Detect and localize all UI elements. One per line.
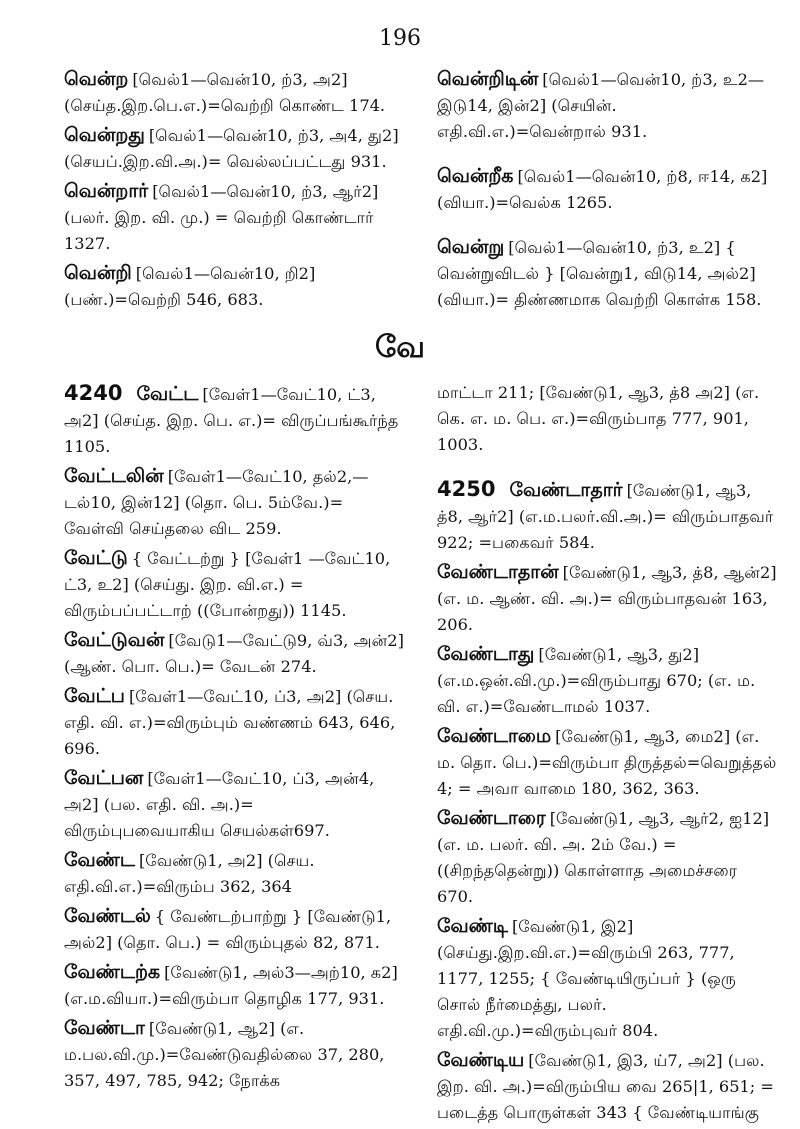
entry-headword: வேட்பன bbox=[64, 767, 144, 789]
entry-headword: வென்ற bbox=[64, 68, 129, 90]
entry-headword: வேண்டிய bbox=[437, 1049, 525, 1071]
entry-headword: வேண்ட bbox=[64, 849, 135, 871]
entry-text: [வெல்1—வென்10, ற்3, உ2] { வென்றுவிடல் } [வென்று1, விடு14, அல்2] (வியா.)= திண்ணமாக வெற்றி கொள்க 158. bbox=[437, 238, 762, 309]
dictionary-entry bbox=[64, 1015, 404, 1094]
dictionary-entry bbox=[64, 545, 404, 624]
entry-text: [வேள்1—வேட்10, ப்3, அ2] (செய. எதி. வி. எ.)=விரும்பும் வண்ணம் 643, 646, 696. bbox=[64, 687, 396, 758]
entry-text: { வேட்டற்று } [வேள்1 —வேட்10, ட்3, உ2] (செய்து. இற. வி.எ.) = விரும்பப்பட்டாற் ((போன்றது)) 1145. bbox=[64, 549, 391, 620]
entry-text: [வேண்டு1, இ3, ய்7, அ2] (பல. இற. வி. அ.)=விரும்பிய வை 265|1, 651; = படைத்த பொருள்கள் 343 { வேண்டியாங்கு bbox=[437, 1051, 774, 1122]
dictionary-entry bbox=[437, 723, 777, 802]
dictionary-entry bbox=[437, 476, 777, 556]
entry-text: [வேண்டு1, ஆ3, த்8, ஆன்2] (எ. ம. ஆண். வி. அ.)= விரும்பாதவன் 163, 206. bbox=[437, 563, 777, 634]
entry-headword: வேண்டா bbox=[64, 1017, 145, 1039]
entry-number: 4250 bbox=[437, 477, 496, 501]
dictionary-entry bbox=[64, 847, 404, 900]
entry-text: [வேண்டு1, அ2] (செய. எதி.வி.எ.)=விரும்ப 362, 364 bbox=[64, 851, 315, 896]
entry-text: [வேண்டு1, ஆ3, ஆர்2, ஐ12] (எ. ம. பலர். வி. அ. 2ம் வே.) = ((சிறந்ததென்று)) கொள்ளாத அமைச்சரை 670. bbox=[437, 809, 770, 906]
entry-headword: வேண்டாதார் bbox=[509, 479, 623, 501]
dictionary-entry bbox=[64, 260, 404, 313]
entry-headword: வேட்டுவன் bbox=[64, 629, 165, 651]
entry-text: [வேண்டு1, ஆ2] (எ. ம.பல.வி.மு.)=வேண்டுவதில்லை 37, 280, 357, 497, 785, 942; நோக்க bbox=[64, 1019, 385, 1090]
page-number: 196 bbox=[379, 26, 421, 51]
bottom-left-column bbox=[64, 380, 404, 1097]
entry-text: [வேண்டு1, இ2] (செய்து.இற.வி.எ.)=விரும்பி 263, 777, 1177, 1255; { வேண்டியிருப்பர் } (ஒரு சொல் நீர்மைத்து, பலர். எதி.வி.மு.)=விரும்புவர் 804. bbox=[437, 917, 736, 1040]
entry-text: [வெல்1—வென்10, ற்3, உ2—இடு14, இன்2] (செயின். எதி.வி.எ.)=வென்றால் 931. bbox=[437, 70, 765, 141]
dictionary-entry bbox=[64, 463, 404, 542]
dictionary-entry bbox=[64, 122, 404, 175]
entry-text: [வேள்1—வேட்10, ட்3, அ2] (செய்த. இற. பெ. எ.)= விருப்பங்கூர்ந்த 1105. bbox=[64, 385, 399, 456]
entry-headword: வேண்டற்க bbox=[64, 961, 161, 983]
entry-headword: வேட்ப bbox=[64, 685, 125, 707]
bottom-right-column bbox=[437, 380, 777, 1129]
entry-headword: வேண்டாமை bbox=[437, 725, 552, 747]
dictionary-entry bbox=[64, 66, 404, 119]
entry-text: மாட்டா 211; [வேண்டு1, ஆ3, த்8 அ2] (எ. கெ. எ. ம. பெ. எ.)=விரும்பாத 777, 901, 1003. bbox=[437, 383, 760, 454]
section-heading: வே bbox=[374, 330, 425, 365]
entry-text: [வேண்டு1, ஆ3, மை2] (எ. ம. தொ. பெ.)=விரும்பா திருத்தல்=வெறுத்தல் 4; = அவா வாமை 180, 362, 363. bbox=[437, 727, 777, 798]
entry-headword: வேட்டு bbox=[64, 547, 128, 569]
dictionary-entry bbox=[64, 959, 404, 1012]
dictionary-entry bbox=[64, 903, 404, 956]
entry-text: [வேண்டு1, அல்3—அற்10, க2] (எ.ம.வியா.)=விரும்பா தொழிக 177, 931. bbox=[64, 963, 398, 1008]
entry-headword: வேட்டலின் bbox=[64, 465, 164, 487]
top-left-column bbox=[64, 66, 404, 316]
dictionary-entry bbox=[64, 765, 404, 844]
entry-headword: வென்றார் bbox=[64, 180, 149, 202]
dictionary-entry bbox=[437, 380, 777, 458]
top-right-column bbox=[437, 66, 777, 316]
entry-text: [வேடு1—வேட்டு9, வ்3, அன்2] (ஆண். பொ. பெ.)= வேடன் 274. bbox=[64, 631, 404, 676]
entry-headword: வென்றது bbox=[64, 124, 145, 146]
entry-headword: வேண்டல் bbox=[64, 905, 151, 927]
entry-headword: வென்றிடின் bbox=[437, 68, 539, 90]
entry-text: [வெல்1—வென்10, ற்8, ஈ14, க2] (வியா.)=வெல்க 1265. bbox=[437, 167, 768, 212]
dictionary-entry bbox=[64, 627, 404, 680]
entry-headword: வேட்ட bbox=[136, 383, 199, 405]
dictionary-entry bbox=[437, 66, 777, 145]
entry-headword: வென்று bbox=[437, 236, 505, 258]
entry-text: [வெல்1—வென்10, ற்3, அ4, து2] (செயப்.இற.வி.அ.)= வெல்லப்பட்டது 931. bbox=[64, 126, 399, 171]
entry-text: [வேள்1—வேட்10, ப்3, அன்4, அ2] (பல. எதி. வி. அ.)= விரும்புபவையாகிய செயல்கள்697. bbox=[64, 769, 375, 840]
entry-headword: வேண்டாரை bbox=[437, 807, 546, 829]
dictionary-entry bbox=[437, 559, 777, 638]
dictionary-entry bbox=[437, 805, 777, 910]
entry-headword: வென்றி bbox=[64, 262, 132, 284]
entry-text: { வேண்டற்பாற்று } [வேண்டு1, அல்2] (தொ. பெ.) = விரும்புதல் 82, 871. bbox=[64, 907, 392, 952]
entry-headword: வேண்டி bbox=[437, 915, 508, 937]
entry-text: [வெல்1—வென்10, றி2] (பண்.)=வெற்றி 546, 683. bbox=[64, 264, 316, 309]
entry-text: [வெல்1—வென்10, ற்3, ஆர்2] (பலர். இற. வி. மு.) = வெற்றி கொண்டார் 1327. bbox=[64, 182, 379, 253]
entry-text: [வேள்1—வேட்10, தல்2,—டல்10, இன்12] (தொ. பெ. 5ம்வே.)= வேள்வி செய்தலை விட 259. bbox=[64, 467, 369, 538]
entry-text: [வேண்டு1, ஆ3, த்8, ஆர்2] (எ.ம.பலர்.வி.அ.)= விரும்பாதவர் 922; =பகைவர் 584. bbox=[437, 481, 774, 552]
dictionary-entry bbox=[437, 913, 777, 1044]
dictionary-entry bbox=[64, 178, 404, 257]
dictionary-entry bbox=[64, 683, 404, 762]
entry-headword: வேண்டாதான் bbox=[437, 561, 559, 583]
dictionary-entry bbox=[64, 380, 404, 460]
entry-text: [வெல்1—வென்10, ற்3, அ2] (செய்த.இற.பெ.எ.)=வெற்றி கொண்ட 174. bbox=[64, 70, 386, 115]
dictionary-entry bbox=[437, 1047, 777, 1126]
dictionary-entry bbox=[437, 234, 777, 313]
entry-headword: வென்றீக bbox=[437, 165, 514, 187]
entry-text: [வேண்டு1, ஆ3, து2] (எ.ம.ஒன்.வி.மு.)=விரும்பாது 670; (எ. ம. வி. எ.)=வேண்டாமல் 1037. bbox=[437, 645, 756, 716]
entry-headword: வேண்டாது bbox=[437, 643, 535, 665]
dictionary-entry bbox=[437, 641, 777, 720]
entry-number: 4240 bbox=[64, 381, 123, 405]
dictionary-entry bbox=[437, 163, 777, 216]
